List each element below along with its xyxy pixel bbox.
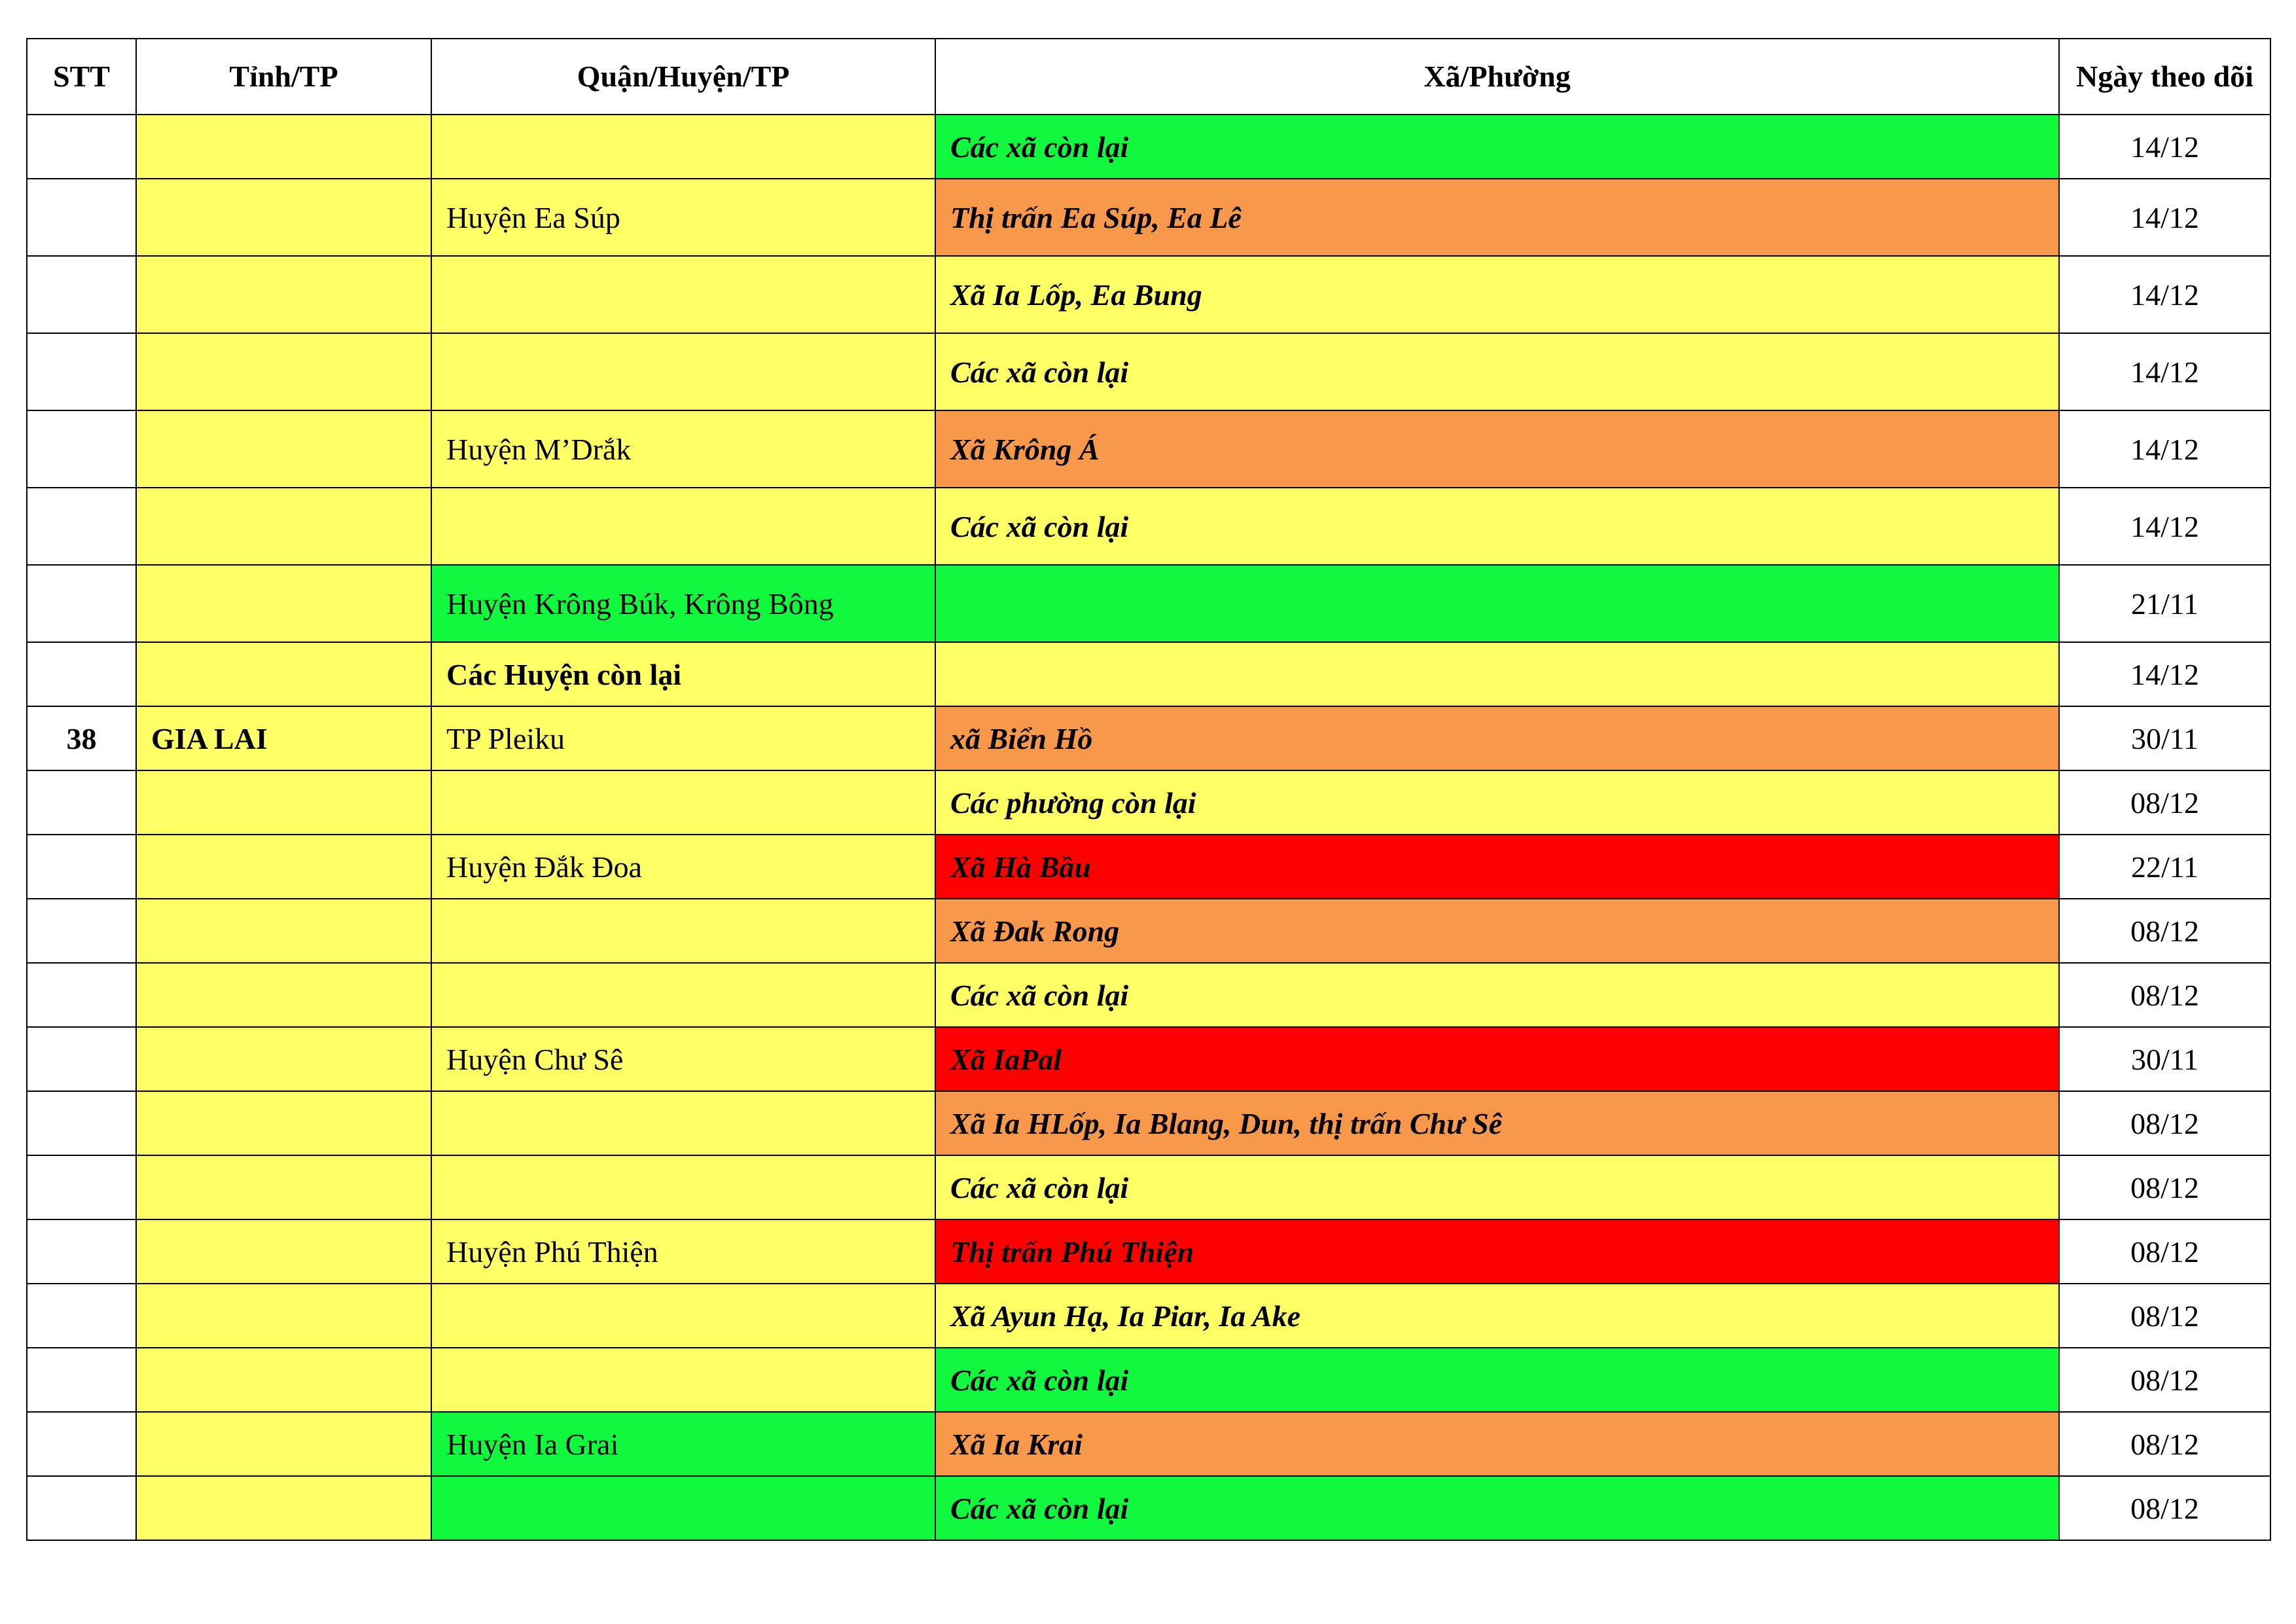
stt-cell [27, 1091, 136, 1155]
province-cell [136, 179, 431, 256]
table-row [27, 706, 2270, 770]
province-cell [136, 642, 431, 706]
district-cell: Huyện Ia Grai [431, 1412, 935, 1476]
date-cell: 14/12 [2059, 642, 2270, 706]
table-row [27, 899, 2270, 963]
date-cell: 08/12 [2059, 1412, 2270, 1476]
district-cell: Huyện Ea Súp [431, 179, 935, 256]
district-cell [431, 488, 935, 565]
stt-cell [27, 1219, 136, 1284]
ward-cell [935, 565, 2059, 642]
province-cell [136, 1027, 431, 1091]
province-cell [136, 1155, 431, 1219]
table-row [27, 963, 2270, 1027]
table-row [27, 115, 2270, 179]
province-cell [136, 1284, 431, 1348]
stt-cell [27, 963, 136, 1027]
stt-cell [27, 1476, 136, 1540]
table-row [27, 835, 2270, 899]
province-cell [136, 115, 431, 179]
date-cell: 08/12 [2059, 770, 2270, 835]
ward-cell: Thị trấn Phú Thiện [935, 1219, 2059, 1284]
province-cell [136, 1348, 431, 1412]
stt-cell [27, 410, 136, 488]
ward-cell: Xã Ia HLốp, Ia Blang, Dun, thị trấn Chư Sê [935, 1091, 2059, 1155]
date-cell: 14/12 [2059, 333, 2270, 410]
ward-cell: Xã IaPal [935, 1027, 2059, 1091]
province-cell: GIA LAI [136, 706, 431, 770]
ward-cell: Xã Ayun Hạ, Ia Piar, Ia Ake [935, 1284, 2059, 1348]
ward-cell: Các xã còn lại [935, 963, 2059, 1027]
province-cell [136, 256, 431, 333]
date-cell: 08/12 [2059, 1476, 2270, 1540]
table-row [27, 1219, 2270, 1284]
ward-cell: Các xã còn lại [935, 1348, 2059, 1412]
ward-cell: Thị trấn Ea Súp, Ea Lê [935, 179, 2059, 256]
stt-cell: 38 [27, 706, 136, 770]
date-cell: 14/12 [2059, 488, 2270, 565]
district-cell: TP Pleiku [431, 706, 935, 770]
stt-cell [27, 642, 136, 706]
stt-cell [27, 770, 136, 835]
district-cell [431, 963, 935, 1027]
table-row [27, 1155, 2270, 1219]
province-cell [136, 1476, 431, 1540]
stt-cell [27, 1348, 136, 1412]
district-cell: Huyện Đắk Đoa [431, 835, 935, 899]
district-cell [431, 1091, 935, 1155]
stt-cell [27, 179, 136, 256]
ward-cell: Xã Hà Bầu [935, 835, 2059, 899]
district-cell: Các Huyện còn lại [431, 642, 935, 706]
province-cell [136, 1219, 431, 1284]
table-row [27, 333, 2270, 410]
province-cell [136, 899, 431, 963]
district-cell [431, 256, 935, 333]
table-row [27, 642, 2270, 706]
date-cell: 08/12 [2059, 1155, 2270, 1219]
header-stt: STT [27, 39, 136, 115]
header-district: Quận/Huyện/TP [431, 39, 935, 115]
date-cell: 14/12 [2059, 115, 2270, 179]
table-row [27, 565, 2270, 642]
table-row [27, 1027, 2270, 1091]
table-body [27, 115, 2270, 1540]
date-cell: 08/12 [2059, 1091, 2270, 1155]
ward-cell: Các xã còn lại [935, 115, 2059, 179]
ward-cell: Xã Ia Lốp, Ea Bung [935, 256, 2059, 333]
ward-cell: Các xã còn lại [935, 488, 2059, 565]
province-cell [136, 488, 431, 565]
province-cell [136, 565, 431, 642]
district-cell: Huyện Krông Búk, Krông Bông [431, 565, 935, 642]
province-cell [136, 1091, 431, 1155]
date-cell: 30/11 [2059, 1027, 2270, 1091]
district-cell: Huyện Chư Sê [431, 1027, 935, 1091]
stt-cell [27, 115, 136, 179]
stt-cell [27, 333, 136, 410]
district-cell [431, 1284, 935, 1348]
date-cell: 22/11 [2059, 835, 2270, 899]
table-row [27, 179, 2270, 256]
district-cell [431, 1348, 935, 1412]
stt-cell [27, 488, 136, 565]
table-row [27, 256, 2270, 333]
district-cell [431, 333, 935, 410]
date-cell: 08/12 [2059, 1284, 2270, 1348]
ward-cell [935, 642, 2059, 706]
header-row [27, 39, 2270, 115]
date-cell: 08/12 [2059, 963, 2270, 1027]
ward-cell: xã Biển Hồ [935, 706, 2059, 770]
ward-cell: Các xã còn lại [935, 1476, 2059, 1540]
date-cell: 30/11 [2059, 706, 2270, 770]
stt-cell [27, 565, 136, 642]
table-row [27, 488, 2270, 565]
stt-cell [27, 1155, 136, 1219]
ward-cell: Các xã còn lại [935, 1155, 2059, 1219]
district-cell [431, 770, 935, 835]
stt-cell [27, 1412, 136, 1476]
table-row [27, 1476, 2270, 1540]
ward-cell: Các xã còn lại [935, 333, 2059, 410]
date-cell: 08/12 [2059, 1219, 2270, 1284]
table-row [27, 410, 2270, 488]
district-cell [431, 115, 935, 179]
header-date: Ngày theo dõi [2059, 39, 2270, 115]
district-cell: Huyện Phú Thiện [431, 1219, 935, 1284]
district-cell [431, 1155, 935, 1219]
table-row [27, 1091, 2270, 1155]
table-row [27, 1348, 2270, 1412]
stt-cell [27, 256, 136, 333]
date-cell: 08/12 [2059, 1348, 2270, 1412]
header-ward: Xã/Phường [935, 39, 2059, 115]
table-row [27, 1412, 2270, 1476]
province-cell [136, 333, 431, 410]
stt-cell [27, 835, 136, 899]
stt-cell [27, 1284, 136, 1348]
ward-cell: Các phường còn lại [935, 770, 2059, 835]
province-cell [136, 770, 431, 835]
table-row [27, 770, 2270, 835]
date-cell: 21/11 [2059, 565, 2270, 642]
date-cell: 14/12 [2059, 410, 2270, 488]
table-row [27, 1284, 2270, 1348]
ward-cell: Xã Krông Á [935, 410, 2059, 488]
stt-cell [27, 899, 136, 963]
province-cell [136, 410, 431, 488]
zone-table [26, 38, 2271, 1541]
header-province: Tỉnh/TP [136, 39, 431, 115]
province-cell [136, 963, 431, 1027]
province-cell [136, 1412, 431, 1476]
district-cell: Huyện M’Drắk [431, 410, 935, 488]
district-cell [431, 899, 935, 963]
district-cell [431, 1476, 935, 1540]
date-cell: 08/12 [2059, 899, 2270, 963]
ward-cell: Xã Ia Krai [935, 1412, 2059, 1476]
province-cell [136, 835, 431, 899]
ward-cell: Xã Đak Rong [935, 899, 2059, 963]
stt-cell [27, 1027, 136, 1091]
date-cell: 14/12 [2059, 179, 2270, 256]
date-cell: 14/12 [2059, 256, 2270, 333]
